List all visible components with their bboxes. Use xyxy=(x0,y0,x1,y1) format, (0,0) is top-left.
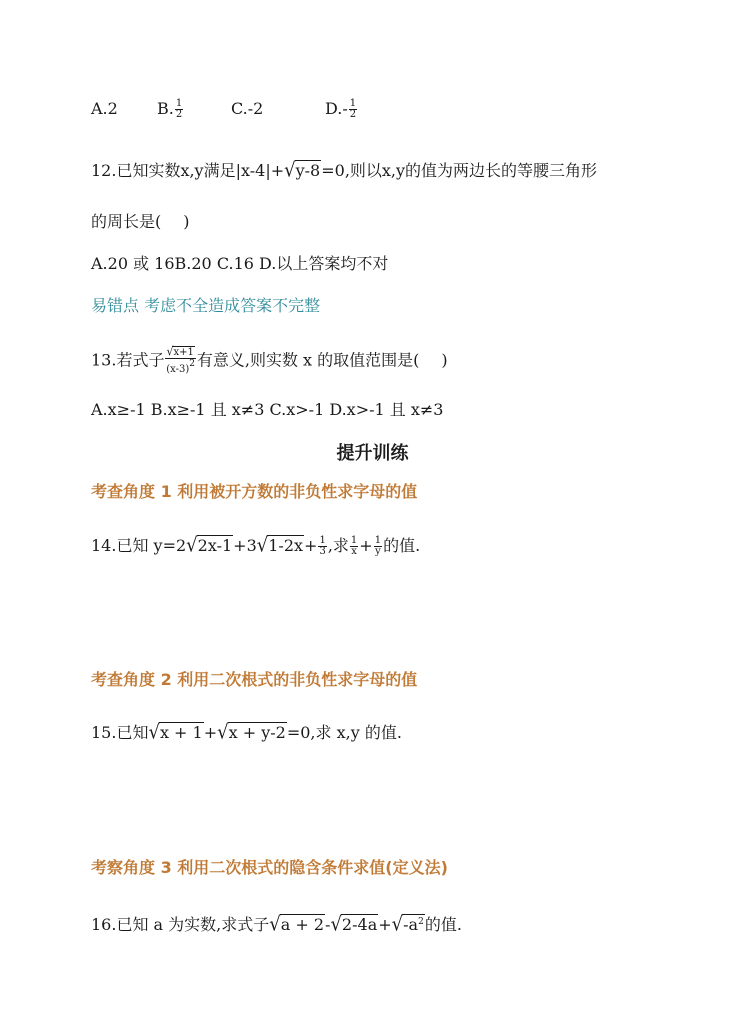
angle-3-heading: 考察角度 3 利用二次根式的隐含条件求值(定义法) xyxy=(91,858,448,877)
sqrt-expression: $√-a^2$ xyxy=(391,912,424,936)
fraction: $\frac{1}{2}$ xyxy=(175,98,183,120)
q14-stem: 14.已知 y=2√2x-1+3√1-2x+ $\frac{1}{3}$ ,求 $\frac{1}{x}$ + $\frac{1}{y}$ 的值. xyxy=(91,533,421,557)
q13-stem: 13.若式子 $\frac{√x+1}{(x-3)^2}$ 有意义,则实数 x 的取值范围是( ) xyxy=(91,344,448,375)
q12-stem-line2: 的周长是( ) xyxy=(91,212,190,231)
sqrt-expression: √x + 1 xyxy=(148,720,203,744)
sqrt-expression: √2-4a xyxy=(330,912,378,936)
angle-1-heading: 考查角度 1 利用被开方数的非负性求字母的值 xyxy=(91,482,418,501)
q11-option-a: A.2 xyxy=(91,99,118,118)
fraction: $\frac{1}{3}$ xyxy=(319,535,326,557)
q12-options: A.20 或 16B.20 C.16 D.以上答案均不对 xyxy=(91,254,389,273)
q11-option-d: D.- $\frac{1}{2}$ xyxy=(325,98,357,120)
fraction: $\frac{1}{y}$ xyxy=(374,535,382,557)
sqrt-expression: √2x-1 xyxy=(186,533,233,557)
sqrt-expression: √y-8 xyxy=(284,158,321,182)
q11-option-b: B. $\frac{1}{2}$ xyxy=(157,98,183,120)
sqrt-expression: √a + 2 xyxy=(269,912,325,936)
q16-stem: 16.已知 a 为实数,求式子$√a + 2-√2-4a+√-a^2$的值. xyxy=(91,912,462,936)
section-title: 提升训练 xyxy=(336,443,409,464)
sqrt-expression: √x + y-2 xyxy=(217,720,286,744)
fraction: $\frac{1}{2}$ xyxy=(349,98,357,120)
q13-options: A.x≥-1 B.x≥-1 且 x≠3 C.x>-1 D.x>-1 且 x≠3 xyxy=(91,400,444,419)
fraction: $\frac{√x+1}{(x-3)^2}$ xyxy=(166,344,196,375)
angle-2-heading: 考查角度 2 利用二次根式的非负性求字母的值 xyxy=(91,670,418,689)
q15-stem: 15.已知√x + 1+√x + y-2=0,求 x,y 的值. xyxy=(91,720,402,744)
tip-label: 易错点 考虑不全造成答案不完整 xyxy=(91,296,321,315)
q11-option-c: C.-2 xyxy=(231,99,264,118)
sqrt-expression: √x+1 xyxy=(166,344,194,359)
fraction: $\frac{1}{x}$ xyxy=(350,535,358,557)
q12-stem: 12.已知实数x,y满足|x-4|+√y-8=0,则以x,y的值为两边长的等腰三角形 xyxy=(91,158,598,182)
sqrt-expression: √1-2x xyxy=(256,533,304,557)
